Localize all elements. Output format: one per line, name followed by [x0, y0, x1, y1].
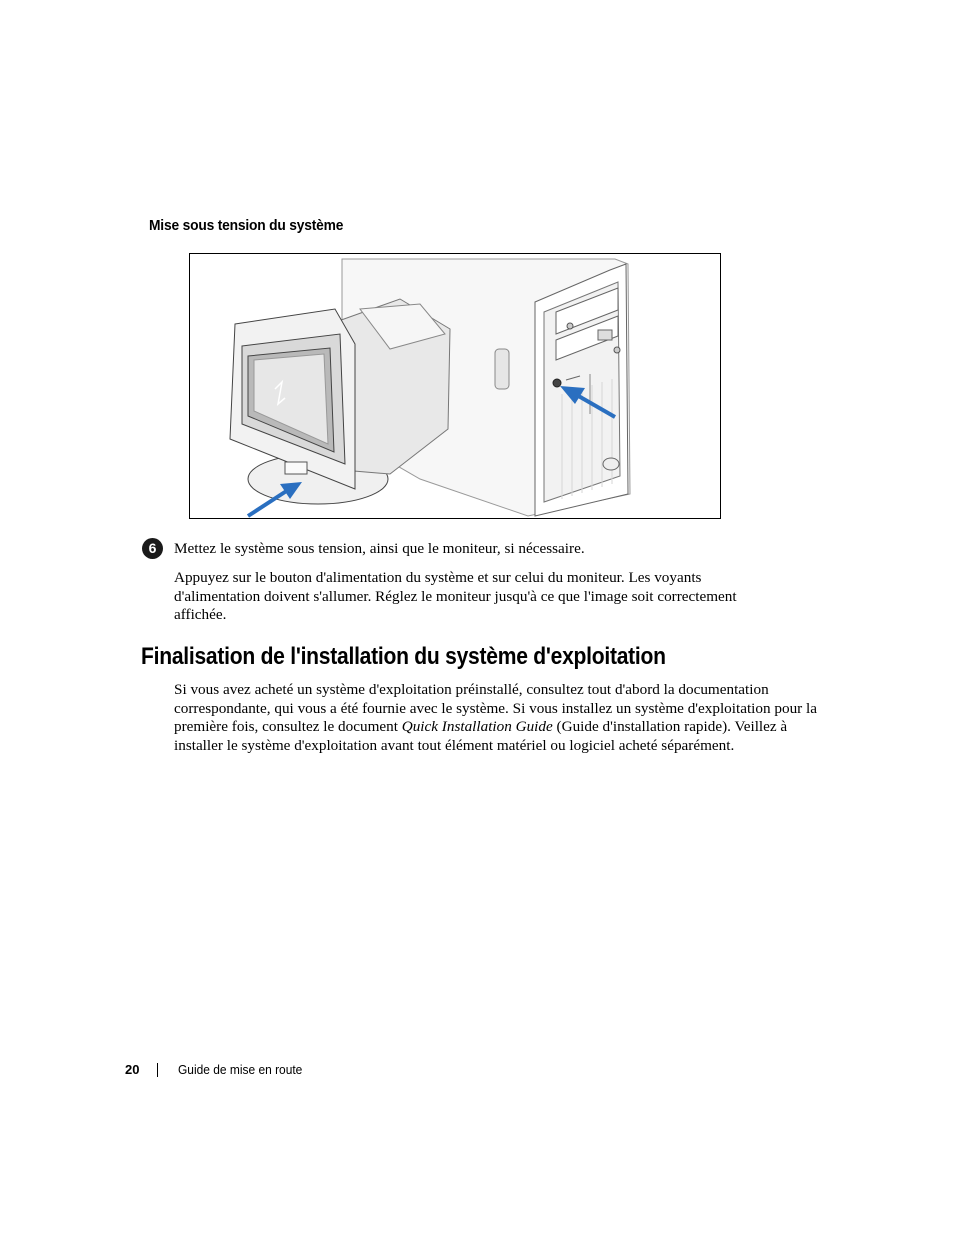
quick-installation-guide-title: Quick Installation Guide [401, 718, 553, 735]
section-paragraph-text-2: (Guide d'installation rapide). Veillez à installer le système d'exploitation avant tout élément matériel ou logiciel acheté séparément. [174, 718, 788, 754]
footer-divider [157, 1063, 158, 1077]
section-paragraph [174, 681, 824, 755]
footer-document-title: Guide de mise en route [178, 1062, 303, 1077]
step-paragraph: Appuyez sur le bouton d'alimentation du système et sur celui du moniteur. Les voyants d'alimentation doivent s'allumer. Réglez le moniteur jusqu'à ce que l'image soit correctement affichée. [174, 569, 737, 623]
page-footer [125, 1062, 313, 1077]
power-on-illustration [189, 253, 721, 519]
section-paragraph-text-1: Si vous avez acheté un système d'exploitation préinstallé, consultez tout d'abord la documentation correspondante, qui vous a été fournie avec le système. Si vous installez un système d'exploitation pour la première fois, consultez le document [174, 681, 817, 735]
section-heading: Finalisation de l'installation du système d'exploitation [141, 643, 666, 670]
step-instruction: Mettez le système sous tension, ainsi que le moniteur, si nécessaire. [174, 540, 585, 557]
page-number: 20 [125, 1062, 140, 1077]
step-number-badge: 6 [142, 538, 163, 559]
figure-caption: Mise sous tension du système [149, 217, 344, 234]
